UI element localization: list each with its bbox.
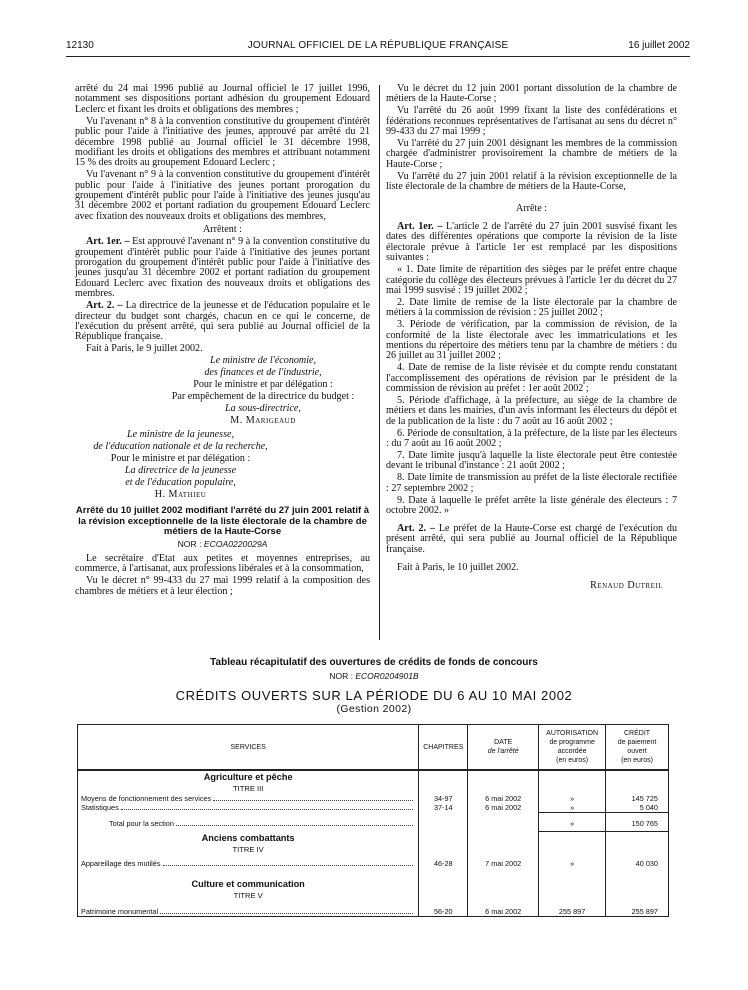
credits-table	[77, 724, 669, 917]
date-cell: 6 mai 2002	[468, 803, 539, 813]
chapitre-cell: 37-14	[419, 803, 468, 813]
table-subheading: (Gestion 2002)	[336, 703, 412, 715]
table-row	[78, 855, 669, 868]
column-header-date: DATE de l'arrêté	[468, 725, 539, 771]
article-text: La directrice de la jeunesse et de l'éducation populaire et le directeur du budget sont chargés, chacun en ce qui le concerne, de l'exécution du présent arrêté, qui sera publié au Journal officiel de la République française.	[75, 300, 370, 343]
date-cell: 7 mai 2002	[468, 855, 539, 868]
arretent-heading: Arrêtent :	[203, 224, 242, 236]
signature-block-2	[75, 430, 275, 500]
article-text: Est approuvé l'avenant n° 9 à la convention constitutive du groupement d'intérêt public pour l'aide à l'initiative des jeunes portant prorogation du groupement d'intérêt public pour l'aide à l'initiative des jeunes jusqu'au 31 décembre 2002 et portant radiation du groupement Edouard Leclerc avec fixation des nouveaux droits et obligations des membres.	[75, 236, 370, 300]
header-rule	[66, 56, 690, 57]
autorisation-cell: »	[539, 803, 606, 813]
list-item: 5. Période d'affichage, à la préfecture, au siège de la chambre de métiers et dans les mairies, d'un avis informant les électeurs du dépôt et de la publication de la liste : du 7 août au 16 août 2002 ;	[386, 394, 677, 427]
credit-cell: 5 040	[606, 803, 669, 813]
date-cell: 6 mai 2002	[468, 901, 539, 917]
article-label: Art. 1er. –	[397, 220, 443, 232]
table-row	[78, 901, 669, 917]
total-label: Total pour la section	[109, 818, 174, 828]
list-item: 3. Période de vérification, par la commission de révision, de la conformité de la liste électorale avec les immatriculations et les mentions du répertoire des métiers tenu par la chambre de métiers : du 26 juillet au 31 juillet 2002 ;	[386, 319, 677, 362]
section-titre: TITRE III	[232, 784, 264, 793]
left-column	[75, 84, 370, 599]
article-label: Art. 2. –	[397, 522, 435, 534]
column-header-chapitres: CHAPITRES	[419, 725, 468, 771]
signatory-name: Renaud Dutreil	[590, 579, 663, 591]
article-text: L'article 2 de l'arrêté du 27 juin 2001 susvisé fixant les dates des différentes opérations que comporte la révision de la liste électorale prévue à l'article 1er est remplacé par les dispositions suivantes :	[386, 220, 677, 264]
article-1	[386, 222, 677, 264]
paragraph: Le secrétaire d'Etat aux petites et moyennes entreprises, au commerce, à l'artisanat, aux professions libérales et à la consommation,	[75, 552, 370, 575]
signature-line: Le ministre de l'économie,	[209, 355, 317, 367]
section-row	[78, 770, 669, 794]
section-name: Anciens combattants	[201, 832, 295, 843]
right-column	[386, 84, 677, 592]
nor-label: NOR :	[329, 671, 353, 681]
list-item: « 1. Date limite de répartition des sièges par le préfet entre chaque catégorie du collège des électeurs prévues à l'article 1er du décret du 27 mai 1999 susvisé : 19 juillet 2002 ;	[386, 264, 677, 296]
paragraph: Vu l'arrêté du 27 juin 2001 relatif à la révision exceptionnelle de la liste électorale de la chambre de métiers de la Haute-Corse,	[386, 170, 677, 193]
signatory-name: H. Mathieu	[154, 488, 207, 500]
list-item: 2. Date limite de remise de la liste électorale par la chambre de métiers à la commission de révision : 25 juillet 2002 ;	[386, 296, 677, 319]
issue-date: 16 juillet 2002	[628, 40, 690, 51]
paragraph: Vu l'arrêté du 26 août 1999 fixant la liste des confédérations et fédérations reconnues représentatives de l'artisanat au sens du décret n° 99-433 du 27 mai 1999 ;	[386, 105, 677, 138]
section-row	[78, 868, 669, 901]
nor-code: ECOA0220029A	[203, 538, 268, 549]
service-name: Patrimoine monumental	[81, 906, 159, 916]
table-header-row	[78, 725, 669, 771]
paragraph: arrêté du 24 mai 1996 publié au Journal officiel le 17 juillet 1996, notamment ses dispositions portant adhésion du groupement Edouard Leclerc et fixant les droits et obligations des membres ;	[75, 83, 370, 115]
table-row	[78, 794, 669, 803]
signature-line: Par empêchement de la directrice du budget :	[171, 390, 355, 402]
column-divider	[379, 85, 380, 640]
signature-line: des finances et de l'industrie,	[204, 367, 322, 379]
list-item: 7. Date limite jusqu'à laquelle la liste électorale peut être contestée devant le tribunal d'instance : 21 août 2002 ;	[386, 450, 677, 472]
list-item: 8. Date limite de transmission au préfet de la liste électorale rectifiée : 27 septembre 2002 ;	[386, 472, 677, 494]
list-item: 4. Date de remise de la liste révisée et du compte rendu constatant l'accomplissement des opérations de révision par le président de la commission de révision au préfet : 1er août 2002 ;	[386, 362, 677, 395]
credit-cell: 40 030	[606, 855, 669, 868]
article-label: Art. 2. –	[86, 300, 123, 312]
article-label: Art. 1er. –	[86, 236, 130, 248]
section-titre: TITRE V	[233, 890, 263, 900]
signatory-name: M. Marigeaud	[230, 414, 296, 426]
paragraph: Vu l'avenant n° 8 à la convention constitutive du groupement d'intérêt public pour l'aide à l'initiative des jeunes, approuvé par arrêté du 21 décembre 1998 publié au Journal officiel le 31 décembre 1998, modifiant les droits et obligations des membres et attribuant notamment 15 % des droits au groupement Edouard Leclerc ;	[75, 115, 370, 169]
table-title: Tableau récapitulatif des ouvertures de crédits de fonds de concours	[210, 657, 538, 668]
signature-line: La sous-directrice,	[225, 402, 301, 414]
chapitre-cell: 46-28	[419, 855, 468, 868]
total-row	[78, 813, 669, 832]
service-name: Moyens de fonctionnement des services	[81, 794, 212, 803]
signature-line: Le ministre de la jeunesse,	[127, 429, 234, 441]
column-header-services: SERVICES	[78, 725, 419, 771]
chapitre-cell: 34-97	[419, 794, 468, 803]
paragraph: Vu le décret n° 99-433 du 27 mai 1999 relatif à la composition des chambres de métiers et à leur élection ;	[75, 575, 370, 597]
article-1	[75, 237, 370, 299]
date-cell: 6 mai 2002	[468, 794, 539, 803]
signature-line: de l'éducation nationale et de la recherche,	[93, 441, 268, 452]
credit-cell: 145 725	[606, 794, 669, 803]
autorisation-cell: »	[539, 794, 606, 803]
journal-title: JOURNAL OFFICIEL DE LA RÉPUBLIQUE FRANÇAISE	[247, 40, 509, 51]
autorisation-cell: »	[539, 855, 606, 868]
section-titre: TITRE IV	[232, 844, 264, 854]
column-header-credit: CRÉDIT de paiement ouvert (en euros)	[606, 725, 669, 771]
page-number: 12130	[66, 40, 94, 51]
article-text: Le préfet de la Haute-Corse est chargé de l'exécution du présent arrêté, qui sera publié au Journal officiel de la République française.	[386, 522, 677, 555]
arrete-heading: Arrête :	[515, 203, 548, 215]
total-credit: 150 765	[606, 813, 669, 832]
table-nor	[0, 671, 748, 681]
section-name: Agriculture et pêche	[203, 772, 293, 782]
service-name: Statistiques	[81, 803, 119, 812]
paragraph: Vu le décret du 12 juin 2001 portant dissolution de la chambre de métiers de la Haute-Corse ;	[386, 83, 677, 105]
signature-line: et de l'éducation populaire,	[125, 476, 236, 488]
nor-reference	[75, 539, 370, 549]
column-header-autorisation: AUTORISATION de programme accordée (en euros)	[539, 725, 606, 771]
nor-label: NOR :	[177, 538, 202, 549]
chapitre-cell: 56-20	[419, 901, 468, 917]
table-row	[78, 803, 669, 813]
credit-cell: 255 897	[606, 901, 669, 917]
list-item: 9. Date à laquelle le préfet arrête la liste générale des électeurs : 7 octobre 2002. »	[386, 494, 677, 517]
autorisation-cell: 255 897	[539, 901, 606, 917]
list-item: 6. Période de consultation, à la préfecture, de la liste par les électeurs : du 7 août au 16 août 2002 ;	[386, 427, 677, 450]
fait-a-paris: Fait à Paris, le 10 juillet 2002.	[397, 561, 519, 573]
section-name: Culture et communication	[191, 878, 305, 889]
signature-block-1	[145, 356, 370, 426]
service-name: Appareillage des mutilés	[81, 858, 161, 868]
table-heading: CRÉDITS OUVERTS SUR LA PÉRIODE DU 6 AU 10 MAI 2002	[175, 688, 573, 703]
article-2	[75, 301, 370, 343]
decree-title: Arrêté du 10 juillet 2002 modifiant l'arrêté du 27 juin 2001 relatif à la révision exceptionnelle de la liste électorale de la chambre de métiers de la Haute-Corse	[75, 505, 370, 538]
signature-line: Pour le ministre et par délégation :	[193, 378, 333, 390]
total-autorisation: »	[539, 813, 606, 832]
fait-a-paris: Fait à Paris, le 9 juillet 2002.	[86, 343, 203, 355]
paragraph: Vu l'arrêté du 27 juin 2001 désignant les membres de la commission chargée d'administrer provisoirement la chambre de métiers de la Haute-Corse ;	[386, 138, 677, 170]
section-row	[78, 832, 669, 855]
paragraph: Vu l'avenant n° 9 à la convention constitutive du groupement d'intérêt public pour l'aide à l'initiative des jeunes portant prorogation du groupement d'intérêt public pour l'aide à l'initiative des jeunes jusqu'au 31 décembre 2002 et portant radiation du groupement Edouard Leclerc avec fixation des nouveaux droits et obligations des membres,	[75, 169, 370, 222]
signature-line: La directrice de la jeunesse	[124, 464, 237, 476]
page-header	[66, 40, 690, 56]
nor-code: ECOR0204901B	[355, 671, 419, 681]
article-2	[386, 524, 677, 555]
signature-line: Pour le ministre et par délégation :	[110, 452, 251, 464]
